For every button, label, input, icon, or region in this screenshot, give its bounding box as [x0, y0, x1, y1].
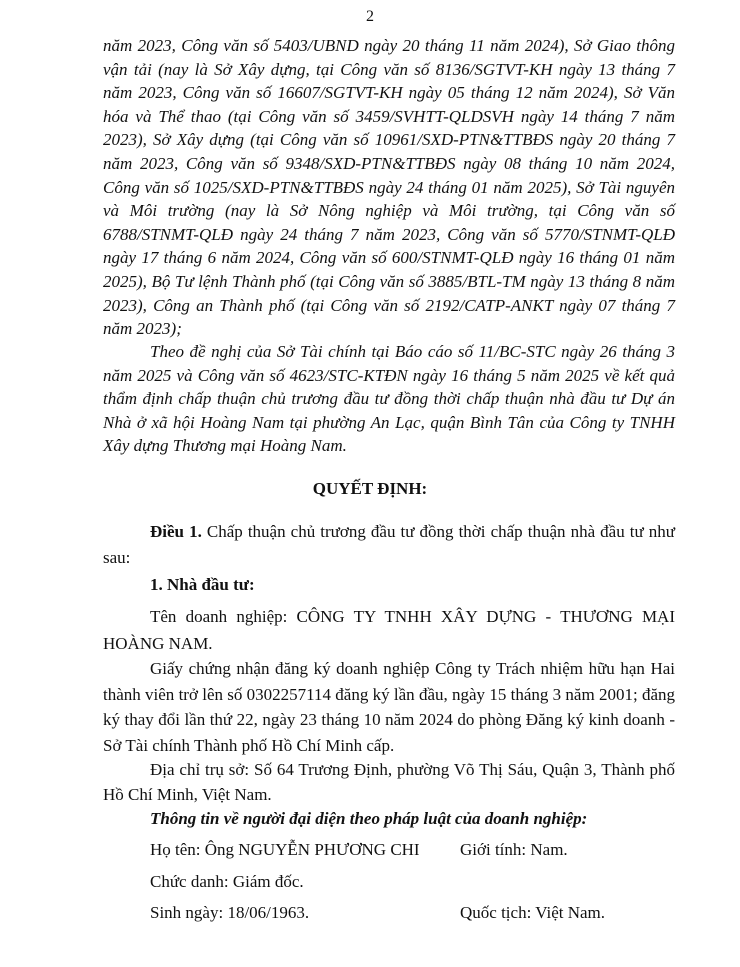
representative-row-title [150, 872, 304, 892]
headquarters-address: Địa chỉ trụ sở: Số 64 Trương Định, phường Võ Thị Sáu, Quận 3, Thành phố Hồ Chí Minh, Việt Nam. [103, 760, 675, 805]
representative-birth: Sinh ngày: 18/06/1963. [150, 903, 310, 922]
page-number: 2 [366, 8, 374, 25]
decision-heading: QUYẾT ĐỊNH: [312, 479, 428, 498]
enterprise-name: Tên doanh nghiệp: CÔNG TY TNHH XÂY DỰNG - THƯƠNG MẠI HOÀNG NAM. [103, 607, 675, 653]
representative-row-birth [150, 903, 606, 923]
investor-heading: 1. Nhà đầu tư: [150, 575, 255, 594]
article-1 [103, 519, 675, 571]
business-certificate: Giấy chứng nhận đăng ký doanh nghiệp Công ty Trách nhiệm hữu hạn Hai thành viên trở lên số 0302257114 đăng ký lần đầu, ngày 15 tháng 3 năm 2001; đăng ký thay đổi lần thứ 22, ngày 23 tháng 10 năm 2024 do phòng Đăng ký kinh doanh - Sở Tài chính Thành phố Hồ Chí Minh cấp. [103, 659, 675, 755]
representative-row-name [150, 840, 568, 860]
representative-gender: Giới tính: Nam. [460, 840, 568, 859]
article-1-text: Chấp thuận chủ trương đầu tư đồng thời chấp thuận nhà đầu tư như sau: [103, 522, 675, 567]
representative-heading: Thông tin về người đại diện theo pháp luật của doanh nghiệp: [150, 809, 588, 828]
article-1-label: Điều 1. [150, 522, 202, 541]
representative-title: Chức danh: Giám đốc. [150, 872, 304, 891]
representative-name: Họ tên: Ông NGUYỄN PHƯƠNG CHI [150, 840, 420, 859]
representative-nationality: Quốc tịch: Việt Nam. [460, 903, 606, 922]
proposal-paragraph: Theo đề nghị của Sở Tài chính tại Báo cáo số 11/BC-STC ngày 26 tháng 3 năm 2025 và Công văn số 4623/STC-KTĐN ngày 16 tháng 5 năm 2025 về kết quả thẩm định chấp thuận chủ trương đầu tư đồng thời chấp thuận nhà đầu tư Dự án Nhà ở xã hội Hoàng Nam tại phường An Lạc, quận Bình Tân của Công ty TNHH Xây dựng Thương mại Hoàng Nam. [103, 342, 675, 456]
references-paragraph: năm 2023, Công văn số 5403/UBND ngày 20 tháng 11 năm 2024), Sở Giao thông vận tải (nay là Sở Xây dựng, tại Công văn số 8136/SGTVT-KH ngày 13 tháng 7 năm 2023, Công văn số 16607/SGTVT-KH ngày 05 tháng 12 năm 2024), Sở Văn hóa và Thể thao (tại Công văn số 3459/SVHTT-QLDSVH ngày 14 tháng 7 năm 2023), Sở Xây dựng (tại Công văn số 10961/SXD-PTN&TTBĐS ngày 20 tháng 7 năm 2023, Công văn số 9348/SXD-PTN&TTBĐS ngày 08 tháng 10 năm 2024, Công văn số 1025/SXD-PTN&TTBĐS ngày 24 tháng 01 năm 2025), Sở Tài nguyên và Môi trường (nay là Sở Nông nghiệp và Môi trường, tại Công văn số 6788/STNMT-QLĐ ngày 24 tháng 7 năm 2023, Công văn số 5770/STNMT-QLĐ ngày 17 tháng 6 năm 2024, Công văn số 600/STNMT-QLĐ ngày 16 tháng 01 năm 2025), Bộ Tư lệnh Thành phố (tại Công văn số 3885/BTL-TM ngày 13 tháng 8 năm 2023), Công an Thành phố (tại Công văn số 2192/CATP-ANKT ngày 07 tháng 7 năm 2023); [103, 36, 675, 339]
